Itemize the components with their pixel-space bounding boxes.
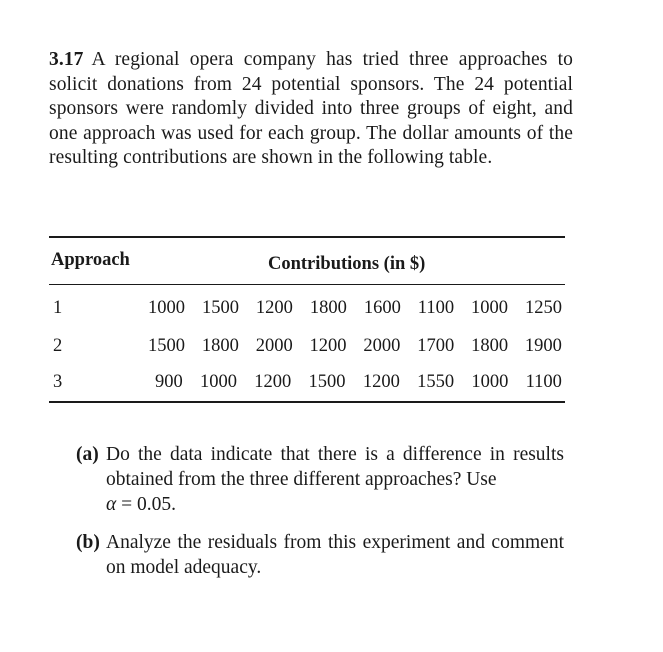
table-cell: 1800 (201, 336, 239, 356)
table-cell: 1000 (471, 372, 509, 392)
problem-number: 3.17 (49, 49, 84, 70)
question-part-b (76, 530, 564, 580)
table-cell: 1200 (362, 372, 400, 392)
table-bottom-rule (49, 401, 565, 403)
table-cell: 2000 (363, 336, 401, 356)
table-cell: 1800 (471, 336, 509, 356)
part-b-label: (b) (76, 532, 100, 553)
part-a-text: Do the data indicate that there is a difference in results obtained from the three different approaches? Use (106, 444, 564, 490)
table-row (155, 372, 562, 393)
part-b-text: Analyze the residuals from this experiment and comment on model adequacy. (106, 532, 564, 578)
table-cell: 1200 (309, 336, 347, 356)
table-cell: 1700 (417, 336, 455, 356)
table-cell: 1500 (148, 336, 185, 356)
table-cell: 900 (155, 372, 183, 392)
table-row (148, 298, 562, 319)
table-cell: 1250 (525, 298, 562, 318)
table-cell: 1800 (309, 298, 347, 318)
alpha-value: = 0.05. (116, 494, 176, 515)
table-cell: 1000 (200, 372, 238, 392)
column-header-approach: Approach (51, 250, 130, 270)
table-row (148, 336, 562, 357)
part-a-label: (a) (76, 444, 99, 465)
table-header-rule (49, 284, 565, 285)
table-top-rule (49, 236, 565, 238)
column-header-contributions: Contributions (in $) (268, 254, 426, 274)
table-cell: 1200 (254, 372, 292, 392)
table-cell: 1000 (148, 298, 185, 318)
row-approach-label: 3 (53, 372, 63, 392)
question-part-a (76, 442, 564, 517)
table-cell: 1200 (255, 298, 293, 318)
table-cell: 1900 (524, 336, 562, 356)
table-cell: 1100 (417, 298, 455, 318)
table-cell: 1600 (363, 298, 401, 318)
problem-text: A regional opera company has tried three approaches to solicit donations from 24 potential sponsors. The 24 potential sponsors were randomly divided into three groups of eight, and one approach was used for each group. The dollar amounts of the resulting contributions are shown in the following table. (49, 49, 573, 168)
table-cell: 1500 (201, 298, 239, 318)
table-cell: 2000 (255, 336, 293, 356)
row-approach-label: 2 (53, 336, 63, 356)
alpha-symbol: α (106, 494, 117, 515)
table-cell: 1550 (417, 372, 455, 392)
table-cell: 1000 (471, 298, 509, 318)
table-cell: 1100 (525, 372, 562, 392)
row-approach-label: 1 (53, 298, 63, 318)
table-cell: 1500 (308, 372, 346, 392)
problem-statement (49, 48, 573, 171)
